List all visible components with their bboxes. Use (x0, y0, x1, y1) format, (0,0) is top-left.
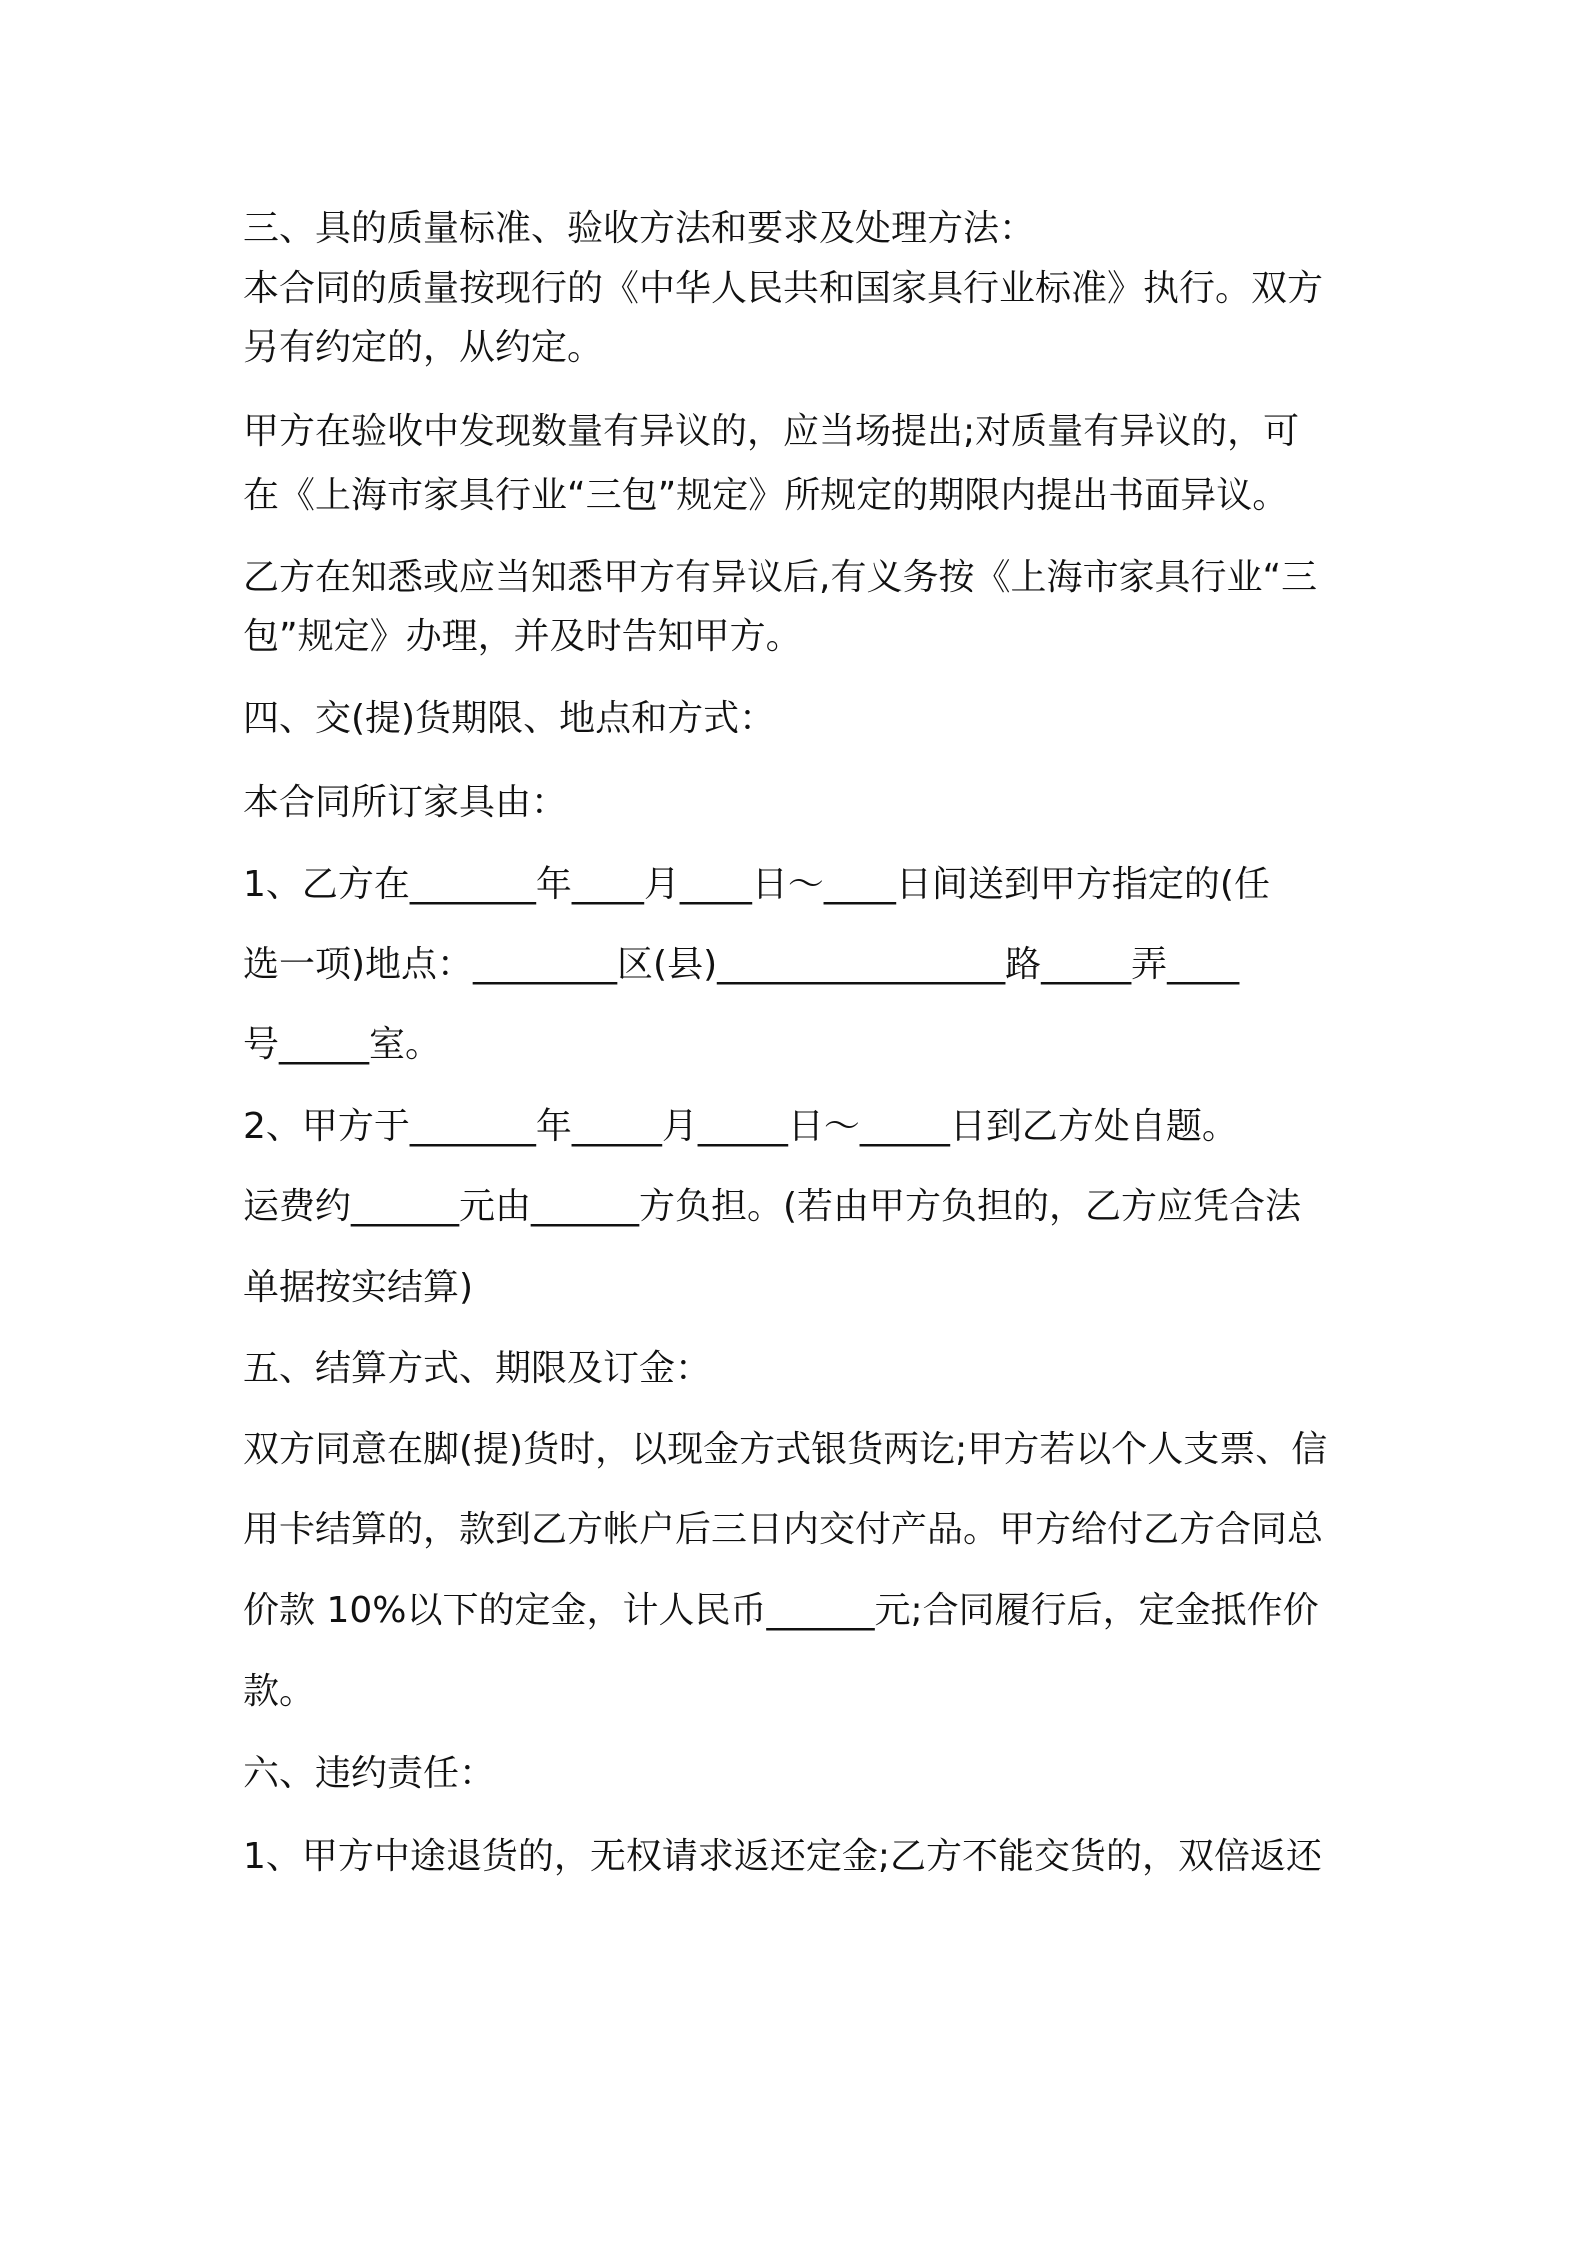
paragraph-line: 2、甲方于_______年_____月_____日～_____日到乙方处自题。 (243, 1106, 1238, 1147)
paragraph-line: 用卡结算的，款到乙方帐户后三日内交付产品。甲方给付乙方合同总 (243, 1509, 1324, 1550)
paragraph-line: 甲方在验收中发现数量有异议的，应当场提出;对质量有异议的，可 (243, 411, 1300, 452)
paragraph-line: 乙方在知悉或应当知悉甲方有异议后,有义务按《上海市家具行业“三 (243, 557, 1318, 598)
paragraph-line: 1、乙方在_______年____月____日～____日间送到甲方指定的(任 (243, 864, 1270, 905)
paragraph-line: 选一项)地点：________区(县)________________路_____弄____ (243, 944, 1240, 985)
paragraph-line: 本合同所订家具由： (243, 782, 568, 823)
section-heading-delivery: 四、交(提)货期限、地点和方式： (243, 698, 776, 739)
paragraph-line: 款。 (243, 1671, 316, 1712)
paragraph-line: 1、甲方中途退货的，无权请求返还定金;乙方不能交货的，双倍返还 (243, 1836, 1323, 1877)
paragraph-line: 在《上海市家具行业“三包”规定》所规定的期限内提出书面异议。 (243, 475, 1289, 516)
section-heading-quality: 三、具的质量标准、验收方法和要求及处理方法： (243, 208, 1036, 249)
paragraph-line: 价款 10%以下的定金，计人民币______元;合同履行后，定金抵作价 (243, 1590, 1319, 1631)
section-heading-settlement: 五、结算方式、期限及订金： (243, 1348, 712, 1389)
section-heading-liability: 六、违约责任： (243, 1753, 496, 1794)
paragraph-line: 单据按实结算) (243, 1267, 474, 1308)
paragraph-line: 另有约定的，从约定。 (243, 327, 604, 368)
paragraph-line: 运费约______元由______方负担。(若由甲方负担的，乙方应凭合法 (243, 1186, 1302, 1227)
paragraph-line: 双方同意在脚(提)货时，以现金方式银货两讫;甲方若以个人支票、信 (243, 1429, 1328, 1470)
paragraph-line: 号_____室。 (243, 1024, 442, 1065)
paragraph-line: 包”规定》办理，并及时告知甲方。 (243, 616, 802, 657)
paragraph-line: 本合同的质量按现行的《中华人民共和国家具行业标准》执行。双方 (243, 268, 1324, 309)
